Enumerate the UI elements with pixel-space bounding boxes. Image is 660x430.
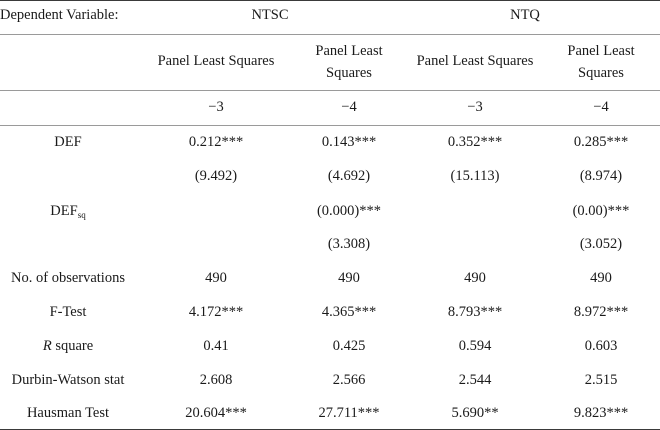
table-cell: 0.594 (458, 338, 492, 354)
table-cell: (9.492) (194, 168, 238, 184)
row-label-durbin-watson: Durbin-Watson stat (11, 372, 125, 388)
method-header: Panel Least Squares (157, 53, 275, 69)
header-rule-1 (0, 34, 660, 35)
table-cell: 490 (338, 270, 360, 286)
table-cell: (4.692) (327, 168, 371, 184)
table-cell: 0.143*** (321, 134, 377, 150)
model-number: −4 (593, 99, 609, 115)
group-header-ntq: NTQ (510, 7, 540, 23)
table-cell: 0.425 (332, 338, 366, 354)
table-cell: 8.972*** (573, 304, 629, 320)
model-number: −4 (341, 99, 357, 115)
table-cell: (15.113) (450, 168, 500, 184)
table-cell: 2.544 (458, 372, 492, 388)
method-header: Panel Least Squares (567, 43, 635, 81)
row-label-r-square: R square (42, 338, 94, 354)
method-header: Panel Least Squares (315, 43, 383, 81)
table-cell: 2.515 (584, 372, 618, 388)
table-cell: (8.974) (579, 168, 623, 184)
table-cell: 5.690** (451, 405, 499, 421)
group-header-ntsc: NTSC (251, 7, 289, 23)
table-cell: 0.212*** (188, 134, 244, 150)
table-cell: (3.052) (579, 236, 623, 252)
table-cell: (0.000)*** (316, 203, 382, 219)
table-cell: 0.603 (584, 338, 618, 354)
header-rule-2 (0, 90, 660, 91)
table-cell: 4.172*** (188, 304, 244, 320)
row-label-f-test: F-Test (49, 304, 87, 320)
table-cell: 8.793*** (447, 304, 503, 320)
row-label-hausman: Hausman Test (26, 405, 110, 421)
table-cell: 0.285*** (573, 134, 629, 150)
table-cell: 27.711*** (318, 405, 380, 421)
table-cell: 0.352*** (447, 134, 503, 150)
row-label-def: DEF (54, 134, 82, 150)
table-cell: 2.566 (332, 372, 366, 388)
top-rule (0, 0, 660, 1)
table-cell: 490 (205, 270, 227, 286)
table-cell: 4.365*** (321, 304, 377, 320)
table-cell: 20.604*** (185, 405, 247, 421)
table-cell: (0.00)*** (572, 203, 630, 219)
table-cell: 490 (590, 270, 612, 286)
method-header: Panel Least Squares (416, 53, 534, 69)
table-cell: 0.41 (203, 338, 229, 354)
model-number: −3 (467, 99, 483, 115)
table-cell: 2.608 (199, 372, 233, 388)
table-cell: 490 (464, 270, 486, 286)
table-cell: 9.823*** (573, 405, 629, 421)
model-number: −3 (208, 99, 224, 115)
header-rule-3 (0, 125, 660, 126)
dependent-variable-label: Dependent Variable: (0, 7, 119, 23)
row-label-def-sq: $DEF_{sq}$ (50, 203, 86, 220)
row-label-observations: No. of observations (11, 270, 125, 286)
table-cell: (3.308) (327, 236, 371, 252)
